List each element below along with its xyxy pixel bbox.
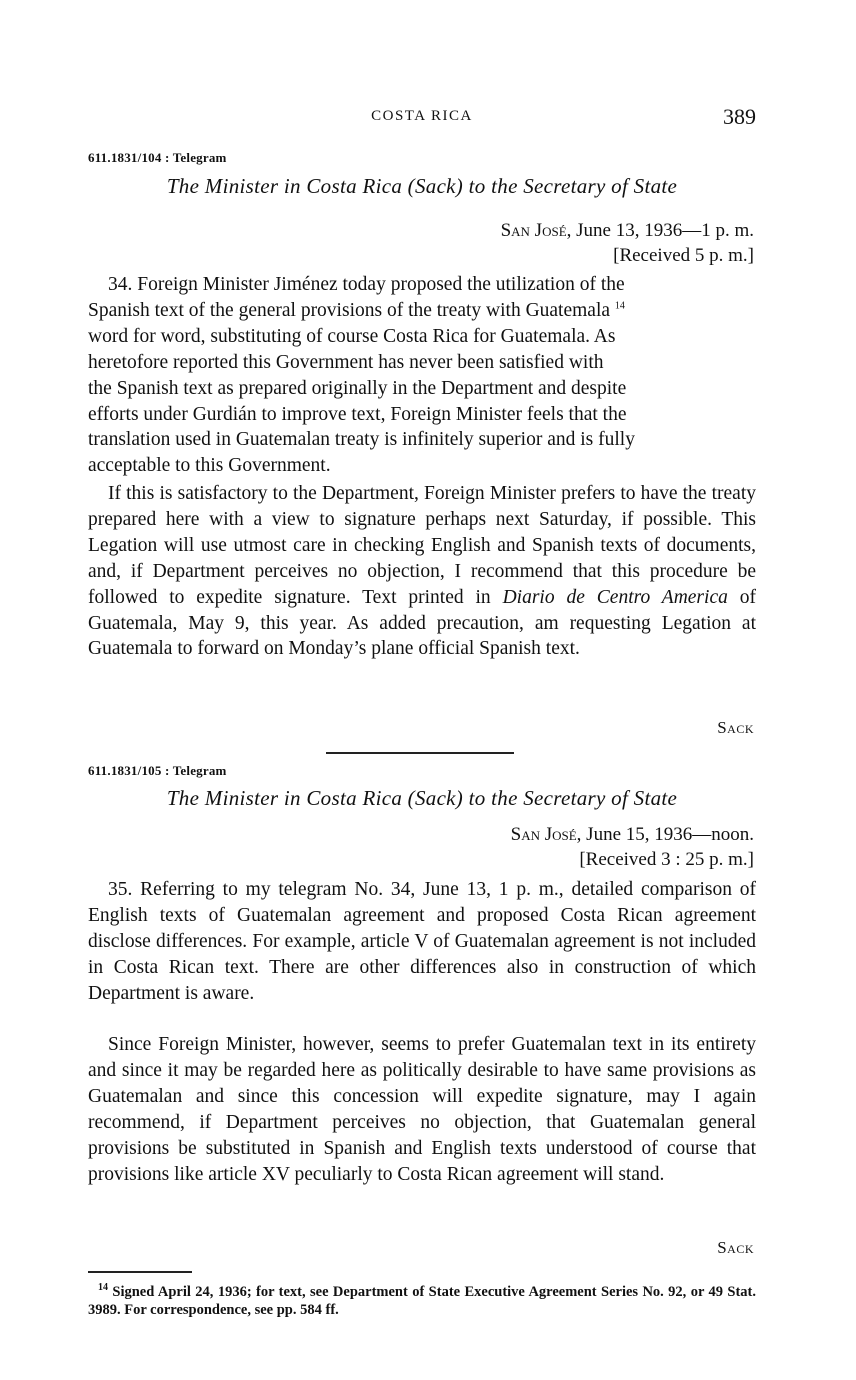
paragraph-line: word for word, substituting of course Costa Rica for Guatemala. As — [88, 325, 616, 347]
date-time: , June 15, 1936—noon. — [576, 824, 754, 845]
running-head — [88, 104, 756, 132]
newspaper-title: Diario de Centro America — [502, 586, 728, 608]
received-note: [Received 5 p. m.] — [613, 245, 754, 266]
dateline — [501, 218, 754, 268]
section-divider — [326, 752, 514, 754]
footnote-reference: 14 — [614, 300, 625, 312]
paragraph-line: the Spanish text as prepared originally in the Department and despite — [88, 377, 627, 399]
paragraph-line: heretofore reported this Government has never been satisfied with — [88, 351, 604, 373]
paragraph-line: acceptable to this Government. — [88, 455, 331, 477]
place-name: San José — [510, 824, 577, 845]
date-time: , June 13, 1936—1 p. m. — [566, 220, 754, 241]
page-number: 389 — [723, 104, 756, 129]
paragraph-line — [88, 298, 756, 324]
signature: Sack — [717, 718, 754, 737]
footnote-divider — [88, 1271, 192, 1273]
paragraph-line: 34. Foreign Minister Jiménez today proposed the utilization of the — [108, 274, 625, 295]
signature: Sack — [717, 1238, 754, 1257]
running-head-title: COSTA RICA — [371, 108, 473, 124]
paragraph-text: of Guatemala, May 9, this year. As added precaution, am requesting Legation at Guatemala to forward on Monday’s plane official Spanish text. — [88, 586, 756, 660]
received-note: [Received 3 : 25 p. m.] — [579, 849, 754, 870]
telegram-paragraph — [88, 481, 756, 662]
file-number: 611.1831/105 : Telegram — [88, 763, 227, 778]
paragraph-line: efforts under Gurdián to improve text, Foreign Minister feels that the — [88, 403, 627, 425]
footnote — [88, 1283, 756, 1319]
footnote-marker: 14 — [98, 1282, 108, 1294]
paragraph-line-text: Spanish text of the general provisions of the treaty with Guatemala — [88, 299, 611, 321]
telegram-paragraph: Since Foreign Minister, however, seems to prefer Guatemalan text in its entirety and since it may be regarded here as politically desirable to have same provisions as Guatemalan and since this concession will expedite signature, may I again recommend, if Department perceives no objection, that Guatemalan general provisions be substituted in Spanish and English texts understood of course that provisions like article XV peculiarly to Costa Rican agreement will stand. — [88, 1034, 756, 1185]
place-name: San José — [500, 220, 567, 241]
telegram-paragraph: 35. Referring to my telegram No. 34, June 13, 1 p. m., detailed comparison of English texts of Guatemalan agreement and proposed Costa Rican agreement disclose differences. For example, article V of Guatemalan agreement is not included in Costa Rican text. There are other differences also in construction of which Department is aware. — [88, 879, 756, 1004]
document-title: The Minister in Costa Rica (Sack) to the Secretary of State — [166, 174, 678, 198]
footnote-text: Signed April 24, 1936; for text, see Department of State Executive Agreement Series No. 92, or 49 Stat. 3989. For correspondence, see pp. 584 ff. — [88, 1284, 756, 1318]
dateline — [511, 822, 754, 872]
document-title: The Minister in Costa Rica (Sack) to the Secretary of State — [166, 786, 678, 810]
paragraph-text: If this is satisfactory to the Department, Foreign Minister prefers to have the treaty prepared here with a view to signature perhaps next Saturday, if possible. This Legation will use utmost care in checking English and Spanish texts of documents, and, if Department perceives no objection, I recommend that this procedure be followed to expedite signature. Text printed in — [88, 483, 756, 608]
paragraph-line: translation used in Guatemalan treaty is infinitely superior and is fully — [88, 429, 635, 451]
file-number: 611.1831/104 : Telegram — [88, 150, 227, 165]
telegram-paragraph — [88, 272, 756, 479]
